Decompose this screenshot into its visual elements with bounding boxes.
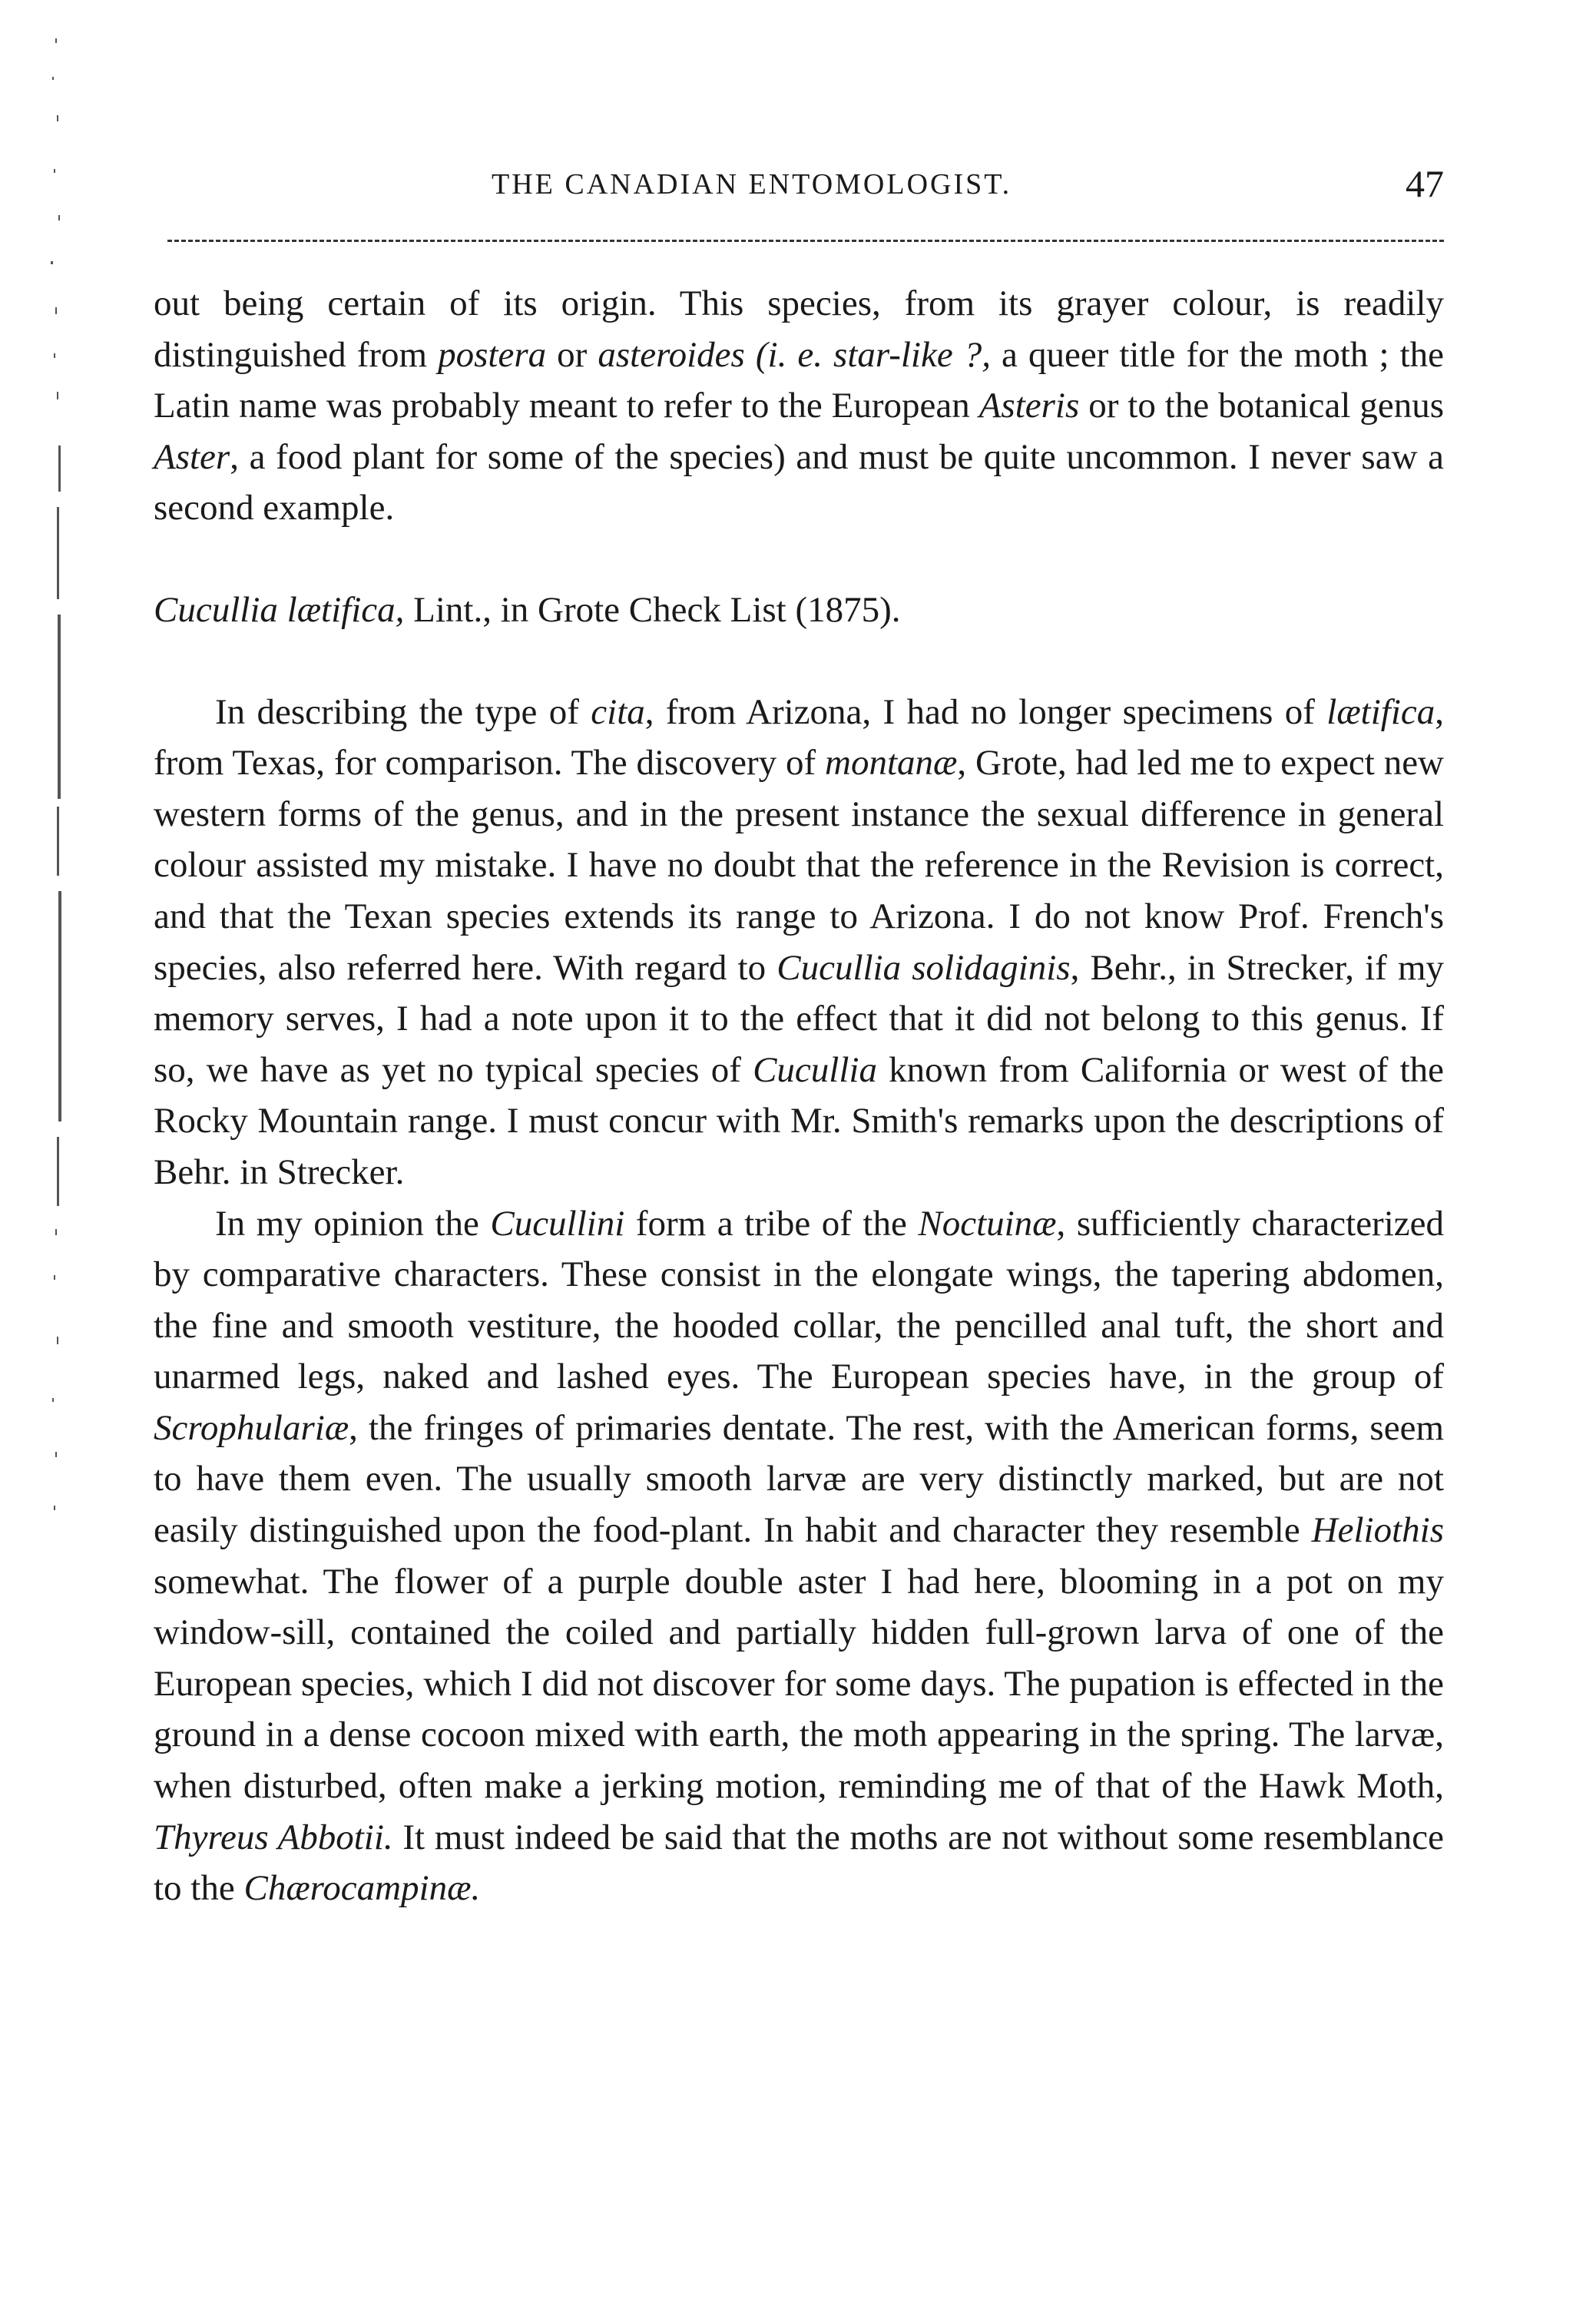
p1-text-c: or	[546, 334, 598, 375]
p3-text-k: It must indeed be said that the moths are not without some resemblance to the	[154, 1817, 1444, 1909]
p1-text-g: a queer title for the moth ; the Latin name was probably meant to refer to the European	[154, 334, 1444, 426]
entry-citation: Lint., in Grote Check List (1875).	[404, 589, 901, 630]
p1-italic-star-like: (i. e. star-like ?,	[755, 334, 992, 375]
p1-text-k: , a food plant for some of the species) and must be quite uncommon. I never saw a second example.	[154, 436, 1444, 528]
p3-italic-noctuinae: Noctuinæ	[918, 1203, 1057, 1244]
p2-italic-cucullia: Cucullia	[753, 1049, 877, 1090]
running-title: THE CANADIAN ENTOMOLOGIST.	[492, 168, 1012, 200]
p2-text-g: , Grote, had led me to expect new western forms of the genus, and in the present instance the sexual difference in general colour assisted my mistake. I have no doubt that the reference in the Revision is correct, and that the Texan species extends its range to Arizona. I do not know Prof. French's species, also referred here. With regard to	[154, 743, 1444, 988]
p2-italic-cucullia-solidaginis: Cucullia solidaginis	[776, 947, 1071, 988]
entry-species-name: Cucullia lætifica,	[154, 589, 405, 630]
p1-text-e	[745, 335, 756, 375]
p1-text-i: or to the botanical genus	[1079, 386, 1444, 426]
p3-italic-cucullini: Cucullini	[490, 1203, 625, 1244]
p2-italic-laetifica: lætifica	[1326, 691, 1435, 732]
p2-text-a: In describing the type of	[215, 691, 591, 732]
p2-italic-cita: cita	[591, 691, 645, 732]
p2-text-i: , Behr., in Strecker, if my memory serves, I had a note upon it to the effect that it did not belong to this genus. If so, we have as yet no typical species of	[154, 947, 1444, 1090]
p1-italic-aster: Aster	[154, 436, 230, 477]
p3-italic-chaerocampinae: Chærocampinæ.	[243, 1868, 481, 1909]
p2-text-c: , from Arizona, I had no longer specimens of	[644, 691, 1327, 732]
page-number: 47	[1406, 162, 1444, 205]
p2-text-e: , from Texas, for comparison. The discovery of	[154, 691, 1445, 784]
p2-text-k: known from California or west of the Rocky Mountain range. I must concur with Mr. Smith's remarks upon the descriptions of Behr. in Strecker.	[154, 1049, 1444, 1192]
p3-text-c: form a tribe of the	[624, 1203, 919, 1244]
p1-italic-asteris: Asteris	[978, 386, 1080, 426]
p3-italic-scrophulariae: Scrophulariæ	[154, 1407, 349, 1448]
body-text	[154, 278, 1444, 1914]
p2-italic-montanae: montanæ	[825, 743, 958, 784]
p3-text-g: , the fringes of primaries dentate. The rest, with the American forms, seem to have them even. The usually smooth larvæ are very distinctly marked, but are not easily distinguished upon the food-plant. In habit and character they resemble	[154, 1407, 1444, 1551]
species-entry-heading	[154, 585, 1444, 636]
header-rule	[167, 240, 1444, 242]
paragraph-1	[154, 278, 1444, 534]
p3-text-i: somewhat. The flower of a purple double aster I had here, blooming in a pot on my window-sill, contained the coiled and partially hidden full-grown larva of one of the European species, which I did not discover for some days. The pupation is effected in the ground in a dense cocoon mixed with earth, the moth appearing in the spring. The larvæ, when disturbed, often make a jerking motion, reminding me of that of the Hawk Moth,	[154, 1561, 1444, 1807]
p3-text-e: , sufficiently characterized by comparative characters. These consist in the elongate wings, the tapering abdomen, the fine and smooth vestiture, the hooded collar, the pencilled anal tuft, the short and unarmed legs, naked and lashed eyes. The European species have, in the group of	[154, 1203, 1444, 1397]
paragraph-2	[154, 687, 1444, 1198]
p1-italic-postera: postera	[438, 334, 547, 375]
binding-edge-scan-marks	[40, 31, 71, 1536]
p1-italic-asteroides: asteroides	[598, 334, 745, 375]
paragraph-3	[154, 1198, 1444, 1914]
p1-text-a: out being certain of its origin. This species, from its grayer colour, is readily distinguished from	[154, 283, 1444, 375]
running-head	[154, 162, 1444, 214]
p3-italic-thyreus-abbotii: Thyreus Abbotii.	[154, 1817, 393, 1857]
p3-italic-heliothis: Heliothis	[1311, 1510, 1444, 1551]
p3-text-a: In my opinion the	[215, 1203, 491, 1244]
